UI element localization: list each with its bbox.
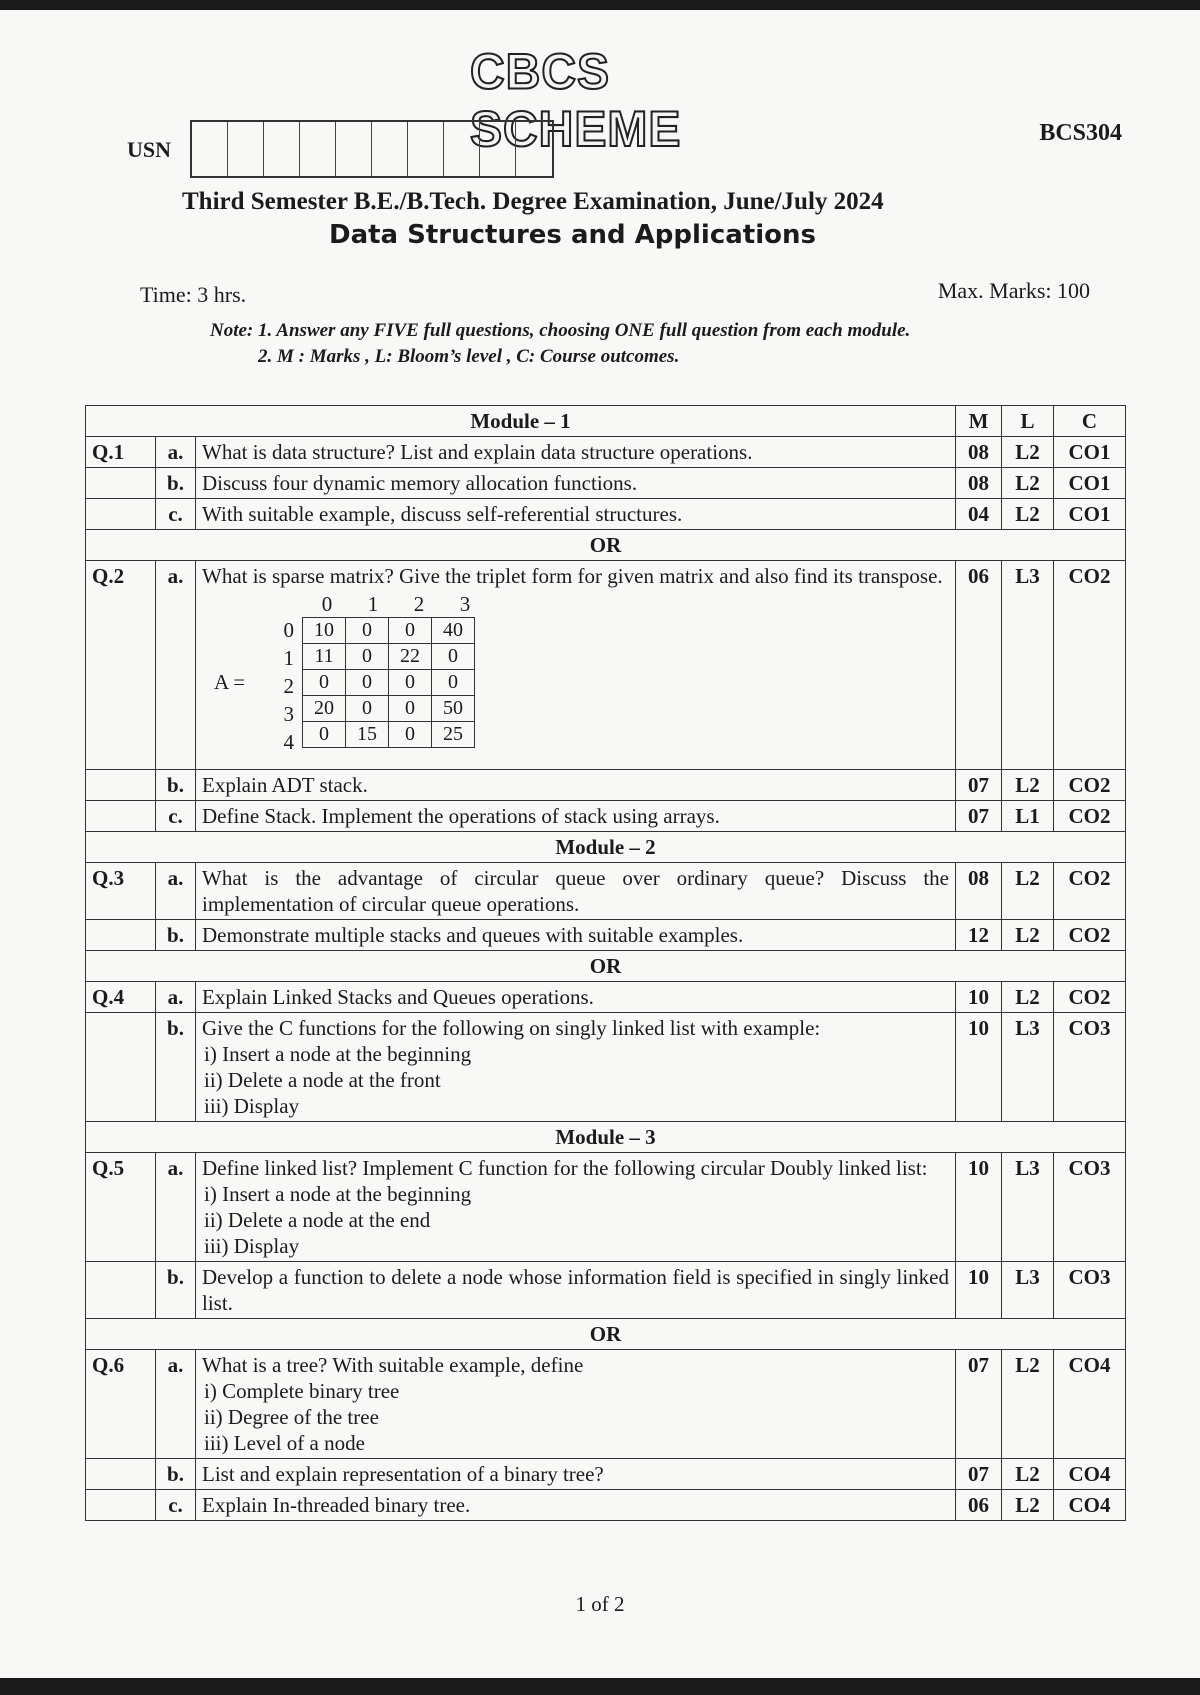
question-row <box>86 982 1126 1013</box>
question-text: Demonstrate multiple stacks and queues with suitable examples. <box>196 920 956 951</box>
scheme-stamp: CBCS SCHEME <box>470 44 682 158</box>
usn-boxes <box>190 120 554 178</box>
question-row <box>86 1262 1126 1319</box>
matrix-cell: 10 <box>303 618 346 644</box>
module-1-heading: Module – 1 <box>86 406 956 437</box>
marks: 10 <box>956 1013 1002 1122</box>
part-label: c. <box>156 801 196 832</box>
sub-item: iii) Level of a node <box>204 1431 365 1455</box>
sub-item: iii) Display <box>204 1234 300 1258</box>
part-label: c. <box>156 1490 196 1521</box>
question-number: Q.4 <box>86 982 156 1013</box>
question-row <box>86 1490 1126 1521</box>
marks: 10 <box>956 1262 1002 1319</box>
usn-box <box>516 122 552 176</box>
module-header-row <box>86 1122 1126 1153</box>
usn-box <box>408 122 444 176</box>
or-row <box>86 530 1126 561</box>
question-number: Q.2 <box>86 561 156 770</box>
course-outcome: CO1 <box>1054 499 1126 530</box>
sub-item: i) Complete binary tree <box>204 1379 400 1403</box>
course-outcome: CO1 <box>1054 468 1126 499</box>
matrix-cell: 0 <box>346 644 389 670</box>
matrix-cell: 0 <box>303 670 346 696</box>
row-index: 0 <box>283 618 294 642</box>
matrix-column-indices <box>304 591 488 617</box>
matrix-cell: 0 <box>432 670 475 696</box>
sub-item: i) Insert a node at the beginning <box>204 1182 472 1206</box>
note-line-2: 2. M : Marks , L: Bloom’s level , C: Course outcomes. <box>258 346 680 367</box>
marks: 07 <box>956 770 1002 801</box>
blooms-level: L2 <box>1002 1350 1054 1459</box>
part-label: b. <box>156 770 196 801</box>
time-allowed: Time: 3 hrs. <box>140 282 247 307</box>
part-label: a. <box>156 561 196 770</box>
question-text: Explain Linked Stacks and Queues operations. <box>196 982 956 1013</box>
question-text-cell <box>196 1013 956 1122</box>
row-index: 3 <box>283 702 294 726</box>
question-row <box>86 561 1126 770</box>
matrix-row-indices <box>274 617 294 757</box>
matrix-cell: 0 <box>389 722 432 748</box>
exam-title: Third Semester B.E./B.Tech. Degree Examination, June/July 2024 <box>182 188 884 215</box>
blooms-level: L3 <box>1002 1153 1054 1262</box>
matrix-cell: 50 <box>432 696 475 722</box>
question-text-cell <box>196 561 956 770</box>
usn-box <box>228 122 264 176</box>
question-row <box>86 801 1126 832</box>
col-index: 2 <box>413 592 425 616</box>
note-line-1: Note: 1. Answer any FIVE full questions, choosing ONE full question from each module. <box>210 320 911 341</box>
blooms-level: L2 <box>1002 920 1054 951</box>
blooms-level: L3 <box>1002 561 1054 770</box>
usn-box <box>336 122 372 176</box>
or-separator: OR <box>86 951 1126 982</box>
matrix-cell: 25 <box>432 722 475 748</box>
question-text: List and explain representation of a binary tree? <box>196 1459 956 1490</box>
matrix-cell: 0 <box>389 696 432 722</box>
matrix-cell: 0 <box>346 618 389 644</box>
question-number: Q.6 <box>86 1350 156 1459</box>
part-label: a. <box>156 863 196 920</box>
question-text: Define Stack. Implement the operations of stack using arrays. <box>196 801 956 832</box>
question-row <box>86 1459 1126 1490</box>
part-label: b. <box>156 1262 196 1319</box>
question-text: Define linked list? Implement C function for the following circular Doubly linked list: <box>202 1156 928 1180</box>
blooms-level: L2 <box>1002 468 1054 499</box>
sub-item: i) Insert a node at the beginning <box>204 1042 472 1066</box>
blooms-level: L3 <box>1002 1013 1054 1122</box>
blooms-level: L2 <box>1002 982 1054 1013</box>
col-l-header: L <box>1002 406 1054 437</box>
course-outcome: CO1 <box>1054 437 1126 468</box>
marks: 06 <box>956 1490 1002 1521</box>
max-marks: Max. Marks: 100 <box>937 278 1090 303</box>
module-header-row <box>86 406 1126 437</box>
course-outcome: CO2 <box>1054 920 1126 951</box>
matrix-cell: 0 <box>346 670 389 696</box>
marks: 08 <box>956 468 1002 499</box>
usn-box <box>264 122 300 176</box>
sub-item: ii) Degree of the tree <box>204 1405 379 1429</box>
row-index: 2 <box>283 674 294 698</box>
matrix-cell: 0 <box>432 644 475 670</box>
usn-box <box>480 122 516 176</box>
question-text: Explain In-threaded binary tree. <box>196 1490 956 1521</box>
question-text: What is the advantage of circular queue over ordinary queue? Discuss the implementation of circular queue operations. <box>196 863 956 920</box>
course-outcome: CO4 <box>1054 1459 1126 1490</box>
course-outcome: CO2 <box>1054 982 1126 1013</box>
marks: 08 <box>956 437 1002 468</box>
sparse-matrix <box>202 591 949 767</box>
sub-item: iii) Display <box>204 1094 300 1118</box>
usn-box <box>444 122 480 176</box>
question-row <box>86 499 1126 530</box>
or-row <box>86 951 1126 982</box>
module-header-row <box>86 832 1126 863</box>
course-outcome: CO4 <box>1054 1350 1126 1459</box>
sub-item: ii) Delete a node at the front <box>204 1068 441 1092</box>
question-text: What is data structure? List and explain data structure operations. <box>196 437 956 468</box>
question-row <box>86 468 1126 499</box>
blooms-level: L1 <box>1002 801 1054 832</box>
question-text-cell <box>196 1350 956 1459</box>
question-text: What is sparse matrix? Give the triplet form for given matrix and also find its transpose. <box>202 564 943 588</box>
part-label: b. <box>156 468 196 499</box>
blooms-level: L2 <box>1002 1459 1054 1490</box>
question-text: Develop a function to delete a node whose information field is specified in singly linked list. <box>196 1262 956 1319</box>
part-label: c. <box>156 499 196 530</box>
marks: 07 <box>956 1350 1002 1459</box>
matrix-cell: 20 <box>303 696 346 722</box>
part-label: b. <box>156 1459 196 1490</box>
instructions-note <box>210 318 910 370</box>
course-outcome: CO2 <box>1054 770 1126 801</box>
matrix-cell: 40 <box>432 618 475 644</box>
col-index: 0 <box>321 592 333 616</box>
matrix-cell: 0 <box>389 618 432 644</box>
blooms-level: L2 <box>1002 770 1054 801</box>
question-text: Give the C functions for the following on singly linked list with example: <box>202 1016 821 1040</box>
marks: 04 <box>956 499 1002 530</box>
or-separator: OR <box>86 530 1126 561</box>
marks: 10 <box>956 1153 1002 1262</box>
matrix-cell: 11 <box>303 644 346 670</box>
question-text: With suitable example, discuss self-referential structures. <box>196 499 956 530</box>
question-number: Q.5 <box>86 1153 156 1262</box>
part-label: a. <box>156 1153 196 1262</box>
blooms-level: L2 <box>1002 437 1054 468</box>
course-outcome: CO3 <box>1054 1262 1126 1319</box>
marks: 07 <box>956 801 1002 832</box>
blooms-level: L3 <box>1002 1262 1054 1319</box>
question-text: Explain ADT stack. <box>196 770 956 801</box>
matrix-cell: 0 <box>389 670 432 696</box>
course-outcome: CO2 <box>1054 561 1126 770</box>
part-label: b. <box>156 1013 196 1122</box>
marks: 12 <box>956 920 1002 951</box>
course-code: BCS304 <box>1039 120 1122 146</box>
question-table <box>85 405 1126 1521</box>
matrix-cell: 22 <box>389 644 432 670</box>
exam-page <box>0 10 1200 1678</box>
question-number: Q.1 <box>86 437 156 468</box>
marks: 08 <box>956 863 1002 920</box>
question-row <box>86 1350 1126 1459</box>
part-label: a. <box>156 437 196 468</box>
matrix-label: A = <box>214 670 246 694</box>
usn-box <box>300 122 336 176</box>
sub-item: ii) Delete a node at the end <box>204 1208 431 1232</box>
course-outcome: CO4 <box>1054 1490 1126 1521</box>
matrix-cell: 0 <box>346 696 389 722</box>
question-text: What is a tree? With suitable example, define <box>202 1353 584 1377</box>
subject-title: Data Structures and Applications <box>328 220 816 250</box>
marks: 06 <box>956 561 1002 770</box>
row-index: 4 <box>283 730 294 754</box>
course-outcome: CO3 <box>1054 1153 1126 1262</box>
question-number: Q.3 <box>86 863 156 920</box>
blooms-level: L2 <box>1002 1490 1054 1521</box>
question-row <box>86 437 1126 468</box>
matrix-grid <box>302 617 475 748</box>
row-index: 1 <box>283 646 294 670</box>
part-label: b. <box>156 920 196 951</box>
course-outcome: CO2 <box>1054 863 1126 920</box>
question-row <box>86 770 1126 801</box>
col-index: 3 <box>459 592 471 616</box>
course-outcome: CO3 <box>1054 1013 1126 1122</box>
col-index: 1 <box>367 592 379 616</box>
part-label: a. <box>156 1350 196 1459</box>
blooms-level: L2 <box>1002 499 1054 530</box>
module-2-heading: Module – 2 <box>86 832 1126 863</box>
question-text-cell <box>196 1153 956 1262</box>
course-outcome: CO2 <box>1054 801 1126 832</box>
question-row <box>86 920 1126 951</box>
col-m-header: M <box>956 406 1002 437</box>
part-label: a. <box>156 982 196 1013</box>
page-number: 1 of 2 <box>575 1592 625 1616</box>
question-row <box>86 1013 1126 1122</box>
blooms-level: L2 <box>1002 863 1054 920</box>
question-row <box>86 863 1126 920</box>
matrix-cell: 0 <box>303 722 346 748</box>
module-3-heading: Module – 3 <box>86 1122 1126 1153</box>
question-text: Discuss four dynamic memory allocation functions. <box>196 468 956 499</box>
marks: 10 <box>956 982 1002 1013</box>
usn-label: USN <box>127 137 172 162</box>
marks: 07 <box>956 1459 1002 1490</box>
or-row <box>86 1319 1126 1350</box>
col-c-header: C <box>1054 406 1126 437</box>
or-separator: OR <box>86 1319 1126 1350</box>
usn-box <box>192 122 228 176</box>
question-row <box>86 1153 1126 1262</box>
usn-box <box>372 122 408 176</box>
matrix-cell: 15 <box>346 722 389 748</box>
